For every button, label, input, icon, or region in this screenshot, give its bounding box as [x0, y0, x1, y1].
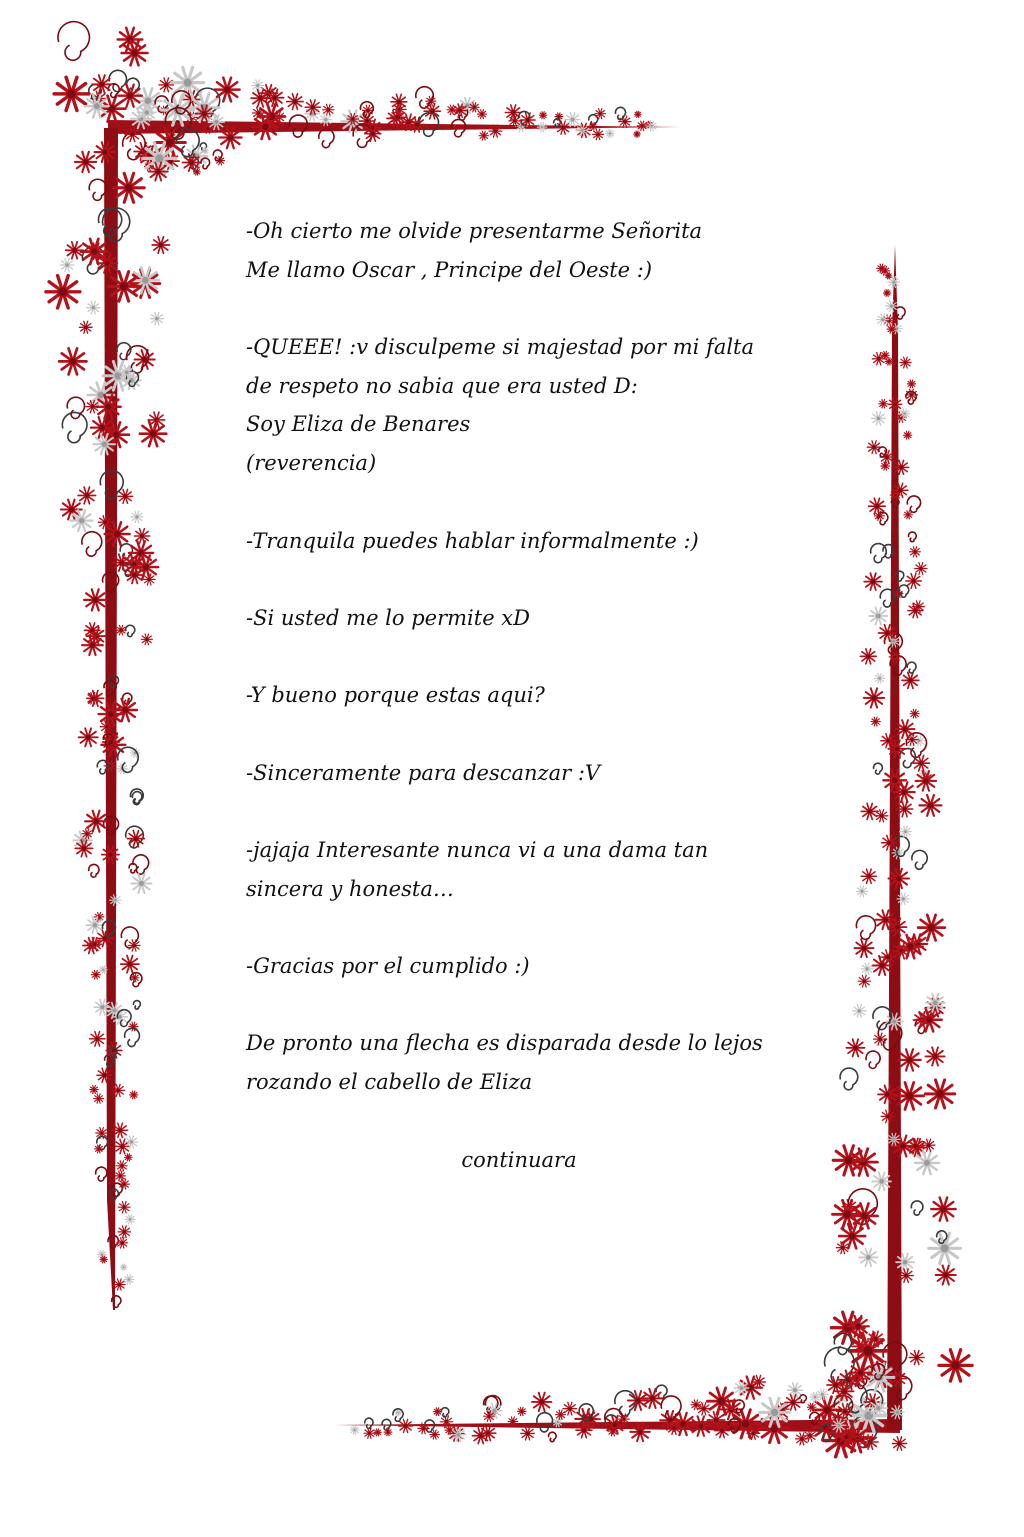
story-line: -Tranquila puedes hablar informalmente :)	[246, 528, 699, 553]
story-line: Me llamo Oscar , Principe del Oeste :)	[246, 257, 653, 282]
story-line: De pronto una flecha es disparada desde lo lejos	[246, 1031, 763, 1056]
paragraph-gap	[246, 715, 806, 754]
story-line: -jajaja Interesante nunca vi a una dama tan	[246, 838, 709, 862]
story-line: de respeto no sabia que era usted D:	[246, 373, 638, 398]
ending-text: continuara	[461, 1148, 577, 1172]
paragraph-gap	[246, 560, 806, 599]
paragraph-gap	[246, 638, 806, 677]
story-line: -Si usted me lo permite xD	[246, 605, 530, 630]
paragraph-gap	[246, 483, 806, 522]
story-line: rozando el cabello de Eliza	[246, 1070, 533, 1095]
story-line: -QUEEE! :v disculpeme si majestad por mi falta	[246, 335, 755, 360]
paragraph-gap	[246, 792, 806, 831]
story-line: Soy Eliza de Benares	[246, 412, 471, 437]
story-line: -Y bueno porque estas aqui?	[246, 683, 545, 708]
story-text	[246, 212, 806, 1102]
paragraph-gap	[246, 986, 806, 1025]
paragraph-gap	[246, 289, 806, 328]
story-line: -Gracias por el cumplido :)	[246, 954, 530, 979]
story-line: -Oh cierto me olvide presentarme Señorita	[246, 219, 703, 243]
story-line: sincera y honesta…	[246, 876, 454, 901]
story-line: (reverencia)	[246, 451, 377, 476]
paragraph-gap	[246, 908, 806, 947]
story-line: -Sinceramente para descanzar :V	[246, 760, 601, 785]
